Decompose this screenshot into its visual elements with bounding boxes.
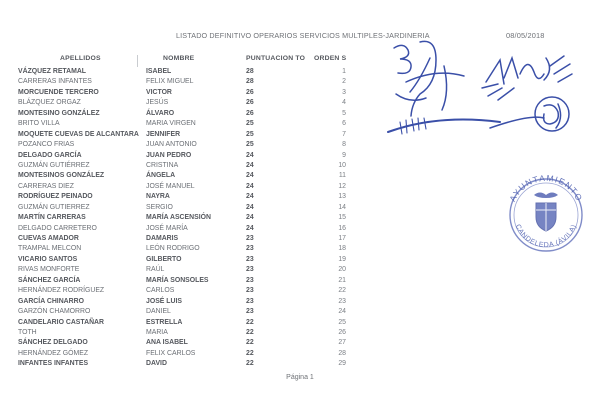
cell-orden: 25 [338, 318, 346, 326]
table-row [18, 329, 352, 339]
cell-nombre: NAYRA [146, 193, 170, 201]
cell-nombre: JOSÉ MARÍA [146, 224, 188, 232]
cell-orden: 10 [338, 161, 346, 169]
cell-apellidos: TRAMPAL MELCON [18, 245, 82, 253]
page-footer: Página 1 [286, 374, 314, 381]
cell-apellidos: MONTESINOS GONZÁLEZ [18, 172, 105, 180]
cell-nombre: LEÓN RODRIGO [146, 245, 200, 253]
column-header-puntuacion: PUNTUACION TO [246, 55, 306, 62]
coat-of-arms-icon [534, 193, 558, 232]
cell-apellidos: BLÁZQUEZ ORGAZ [18, 99, 81, 107]
table-row [18, 131, 352, 141]
cell-nombre: ESTRELLA [146, 318, 183, 326]
table-row [18, 99, 352, 109]
cell-apellidos: VICARIO SANTOS [18, 255, 78, 263]
cell-orden: 26 [338, 328, 346, 336]
table-row [18, 162, 352, 172]
cell-apellidos: SÁNCHEZ DELGADO [18, 339, 88, 347]
cell-nombre: JUAN PEDRO [146, 151, 192, 159]
handwritten-signature-left [386, 36, 516, 156]
cell-orden: 5 [342, 109, 346, 117]
cell-orden: 21 [338, 276, 346, 284]
table-row [18, 256, 352, 266]
table-row [18, 350, 352, 360]
cell-puntuacion: 22 [246, 360, 254, 368]
svg-text:CANDELEDA (ÁVILA) [514, 223, 578, 249]
cell-nombre: FELIX CARLOS [146, 349, 196, 357]
cell-puntuacion: 24 [246, 151, 254, 159]
table-row [18, 277, 352, 287]
cell-nombre: VICTOR [146, 88, 172, 96]
cell-orden: 16 [338, 224, 346, 232]
cell-orden: 13 [338, 193, 346, 201]
table-row [18, 319, 352, 329]
table-row [18, 298, 352, 308]
cell-puntuacion: 24 [246, 172, 254, 180]
cell-nombre: MARIA [146, 328, 168, 336]
table-row [18, 110, 352, 120]
cell-orden: 4 [342, 99, 346, 107]
table-row [18, 78, 352, 88]
cell-puntuacion: 24 [246, 182, 254, 190]
cell-orden: 2 [342, 78, 346, 86]
table-row [18, 287, 352, 297]
cell-apellidos: INFANTES INFANTES [18, 360, 89, 368]
cell-apellidos: GARZÓN CHAMORRO [18, 308, 91, 316]
cell-apellidos: MARTÍN CARRERAS [18, 214, 86, 222]
column-header-nombre: NOMBRE [163, 55, 195, 62]
cell-orden: 1 [342, 68, 346, 75]
cell-apellidos: CARRERAS DIEZ [18, 182, 74, 190]
cell-puntuacion: 24 [246, 224, 254, 232]
cell-nombre: JUAN ANTONIO [146, 141, 197, 149]
cell-nombre: CARLOS [146, 287, 175, 295]
cell-apellidos: GUZMÁN GUTIERREZ [18, 203, 90, 211]
table-row [18, 360, 352, 370]
cell-puntuacion: 23 [246, 235, 254, 242]
cell-apellidos: TOTH [18, 328, 37, 336]
cell-puntuacion: 24 [246, 214, 254, 222]
cell-nombre: JOSÉ LUIS [146, 297, 182, 305]
cell-orden: 3 [342, 88, 346, 96]
cell-puntuacion: 28 [246, 78, 254, 86]
candidates-table [18, 55, 352, 371]
cell-nombre: MARÍA ASCENSIÓN [146, 214, 211, 222]
table-row [18, 193, 352, 203]
official-stamp [496, 163, 596, 263]
cell-nombre: JESÚS [146, 99, 169, 107]
cell-apellidos: CANDELARIO CASTAÑAR [18, 318, 105, 326]
cell-nombre: DAMARIS [146, 235, 179, 242]
cell-nombre: SERGIO [146, 203, 173, 211]
table-header-row [18, 55, 352, 68]
cell-apellidos: CARRERAS INFANTES [18, 78, 92, 86]
cell-apellidos: BRITO VILLA [18, 120, 60, 128]
cell-apellidos: CUEVAS AMADOR [18, 235, 79, 242]
cell-puntuacion: 23 [246, 276, 254, 284]
cell-orden: 9 [342, 151, 346, 159]
cell-apellidos: MONTESINO GONZÁLEZ [18, 109, 100, 117]
cell-orden: 19 [338, 255, 346, 263]
cell-apellidos: GUZMÁN GUTIÉRREZ [18, 161, 90, 169]
cell-puntuacion: 23 [246, 245, 254, 253]
table-row [18, 68, 352, 78]
cell-puntuacion: 23 [246, 308, 254, 316]
cell-orden: 11 [338, 172, 346, 180]
cell-puntuacion: 25 [246, 141, 254, 149]
cell-puntuacion: 26 [246, 109, 254, 117]
cell-nombre: GILBERTO [146, 255, 182, 263]
cell-puntuacion: 23 [246, 297, 254, 305]
table-row [18, 308, 352, 318]
cell-nombre: CRISTINA [146, 161, 179, 169]
cell-orden: 18 [338, 245, 346, 253]
cell-orden: 17 [338, 235, 346, 242]
cell-orden: 7 [342, 130, 346, 138]
table-row [18, 152, 352, 162]
table-row [18, 225, 352, 235]
cell-puntuacion: 22 [246, 339, 254, 347]
table-row [18, 266, 352, 276]
cell-orden: 8 [342, 141, 346, 149]
cell-orden: 24 [338, 308, 346, 316]
cell-orden: 28 [338, 349, 346, 357]
table-row [18, 172, 352, 182]
cell-apellidos: MOQUETE CUEVAS DE ALCANTARA [18, 130, 139, 138]
cell-nombre: MARÍA SONSOLES [146, 276, 209, 284]
cell-apellidos: MORCUENDE TERCERO [18, 88, 99, 96]
cell-puntuacion: 28 [246, 68, 254, 75]
cell-apellidos: VÁZQUEZ RETAMAL [18, 68, 87, 75]
cell-puntuacion: 23 [246, 287, 254, 295]
cell-apellidos: GARCÍA CHINARRO [18, 297, 84, 305]
cell-nombre: ÁNGELA [146, 172, 176, 180]
cell-nombre: JOSÉ MANUEL [146, 182, 195, 190]
cell-orden: 29 [338, 360, 346, 368]
cell-nombre: MARIA VIRGEN [146, 120, 196, 128]
stamp-top-text: AYUNTAMIENTO [507, 172, 585, 204]
svg-text:AYUNTAMIENTO [507, 173, 585, 203]
cell-orden: 15 [338, 214, 346, 222]
document-date: 08/05/2018 [506, 31, 545, 40]
table-row [18, 339, 352, 349]
cell-nombre: ANA ISABEL [146, 339, 188, 347]
cell-puntuacion: 23 [246, 266, 254, 274]
cell-apellidos: DELGADO GARCÍA [18, 151, 82, 159]
cell-nombre: JENNIFER [146, 130, 181, 138]
cell-orden: 20 [338, 266, 346, 274]
cell-orden: 22 [338, 287, 346, 295]
cell-apellidos: POZANCO FRIAS [18, 141, 75, 149]
cell-puntuacion: 24 [246, 203, 254, 211]
table-row [18, 183, 352, 193]
table-row [18, 120, 352, 130]
cell-orden: 14 [338, 203, 346, 211]
table-row [18, 214, 352, 224]
cell-apellidos: RODRÍGUEZ PEINADO [18, 193, 93, 201]
document-title: LISTADO DEFINITIVO OPERARIOS SERVICIOS MULTIPLES-JARDINERIA [176, 31, 430, 40]
cell-apellidos: DELGADO CARRETERO [18, 224, 97, 232]
cell-nombre: RAÚL [146, 266, 165, 274]
cell-apellidos: HERNÁNDEZ RODRÍGUEZ [18, 287, 105, 295]
cell-orden: 27 [338, 339, 346, 347]
cell-puntuacion: 24 [246, 193, 254, 201]
cell-apellidos: RIVAS MONFORTE [18, 266, 80, 274]
stamp-bottom-text: CANDELEDA (ÁVILA) [513, 223, 579, 250]
cell-orden: 6 [342, 120, 346, 128]
table-row [18, 235, 352, 245]
cell-puntuacion: 22 [246, 328, 254, 336]
table-row [18, 245, 352, 255]
cell-nombre: DAVID [146, 360, 167, 368]
column-header-apellidos: APELLIDOS [60, 55, 101, 62]
cell-puntuacion: 26 [246, 99, 254, 107]
cell-orden: 12 [338, 182, 346, 190]
cell-apellidos: HERNÁNDEZ GÓMEZ [18, 349, 89, 357]
cell-puntuacion: 23 [246, 255, 254, 263]
table-row [18, 204, 352, 214]
cell-puntuacion: 26 [246, 88, 254, 96]
cell-puntuacion: 22 [246, 318, 254, 326]
cell-puntuacion: 24 [246, 161, 254, 169]
cell-nombre: FELIX MIGUEL [146, 78, 194, 86]
cell-puntuacion: 22 [246, 349, 254, 357]
cell-apellidos: SÁNCHEZ GARCÍA [18, 276, 81, 284]
table-row [18, 89, 352, 99]
cell-nombre: DANIEL [146, 308, 171, 316]
handwritten-signature-right [480, 44, 590, 144]
column-header-orden: ORDEN S [314, 55, 347, 62]
cell-puntuacion: 25 [246, 120, 254, 128]
cell-nombre: ÁLVARO [146, 109, 175, 117]
cell-nombre: ISABEL [146, 68, 172, 75]
cell-orden: 23 [338, 297, 346, 305]
table-row [18, 141, 352, 151]
cell-puntuacion: 25 [246, 130, 254, 138]
